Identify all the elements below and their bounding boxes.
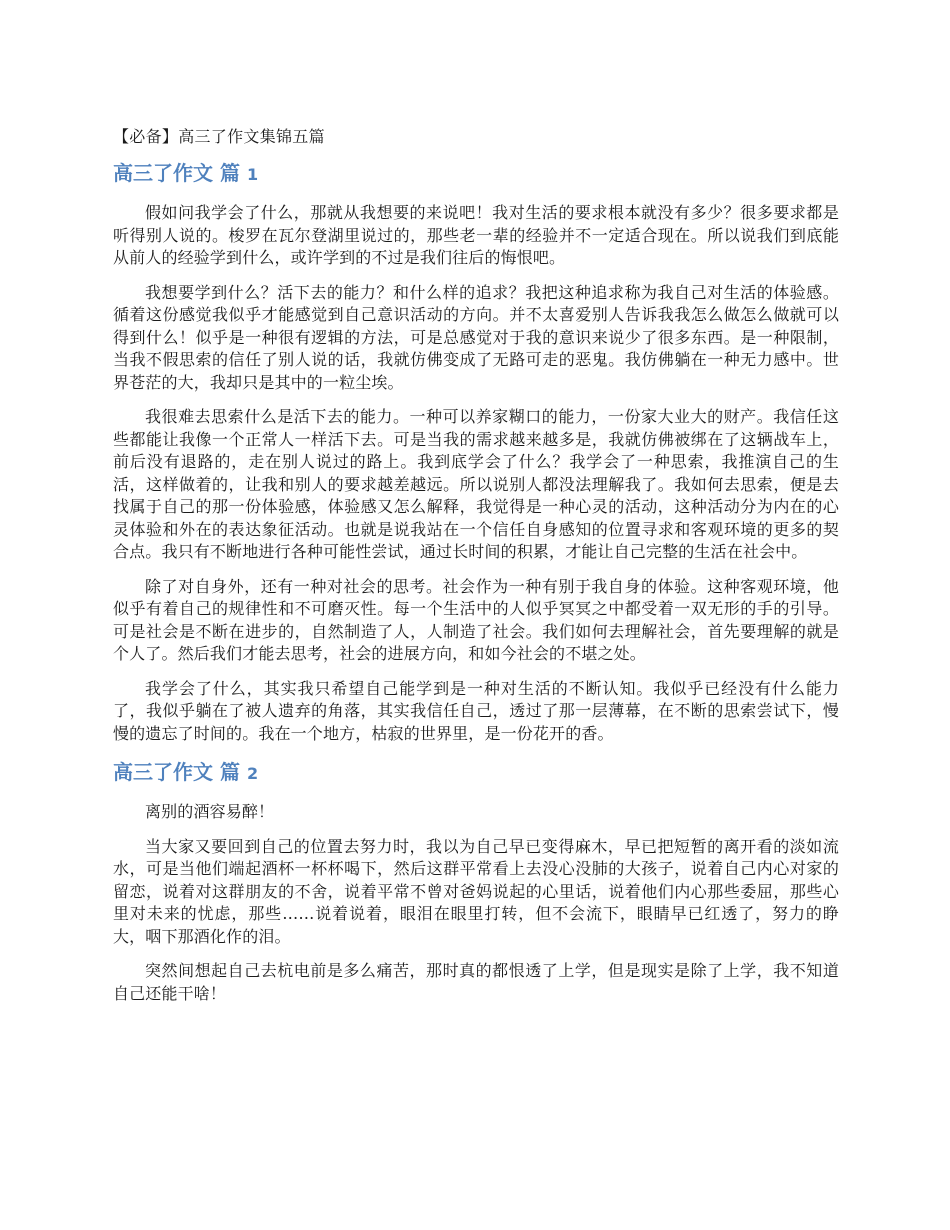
section-number: 1	[246, 165, 259, 184]
document-title: 【必备】高三了作文集锦五篇	[113, 127, 325, 146]
paragraph: 假如问我学会了什么，那就从我想要的来说吧！我对生活的要求根本就没有多少？很多要求都是听得别人说的。梭罗在瓦尔登湖里说过的，那些老一辈的经验并不一定适合现在。所以说我们到底能从前人的经验学到什么，或许学到的不过是我们往后的悔恨吧。	[113, 203, 839, 267]
essay-section-2	[113, 757, 839, 1005]
document-page	[113, 124, 839, 1017]
paragraph: 我学会了什么，其实我只希望自己能学到是一种对生活的不断认知。我似乎已经没有什么能力了，我似乎躺在了被人遗弃的角落，其实我信任自己，透过了那一层薄幕，在不断的思索尝试下，慢慢的遗忘了时间的。我在一个地方，枯寂的世界里，是一份花开的香。	[113, 678, 839, 743]
section-number: 2	[246, 764, 259, 783]
paragraph: 离别的酒容易醉！	[145, 802, 275, 821]
essay-section-1	[113, 158, 839, 745]
section-heading	[113, 158, 839, 190]
section-heading	[113, 757, 839, 789]
section-heading-text: 高三了作文 篇	[113, 760, 240, 784]
paragraph: 我很难去思索什么是活下去的能力。一种可以养家糊口的能力，一份家大业大的财产。我信任这些都能让我像一个正常人一样活下去。可是当我的需求越来越多是，我就仿佛被绑在了这辆战车上，前后没有退路的，走在别人说过的路上。我到底学会了什么？我学会了一种思索，我推演自己的生活，这样做着的，让我和别人的要求越差越远。所以说别人都没法理解我了。我如何去思索，便是去找属于自己的那一份体验感，体验感又怎么解释，我觉得是一种心灵的活动，这种活动分为内在的心灵体验和外在的表达象征活动。也就是说我站在一个信任自身感知的位置寻求和客观环境的更多的契合点。我只有不断地进行各种可能性尝试，通过长时间的积累，才能让自己完整的生活在社会中。	[113, 407, 839, 561]
paragraph: 突然间想起自己去杭电前是多么痛苦，那时真的都恨透了上学，但是现实是除了上学，我不知道自己还能干啥！	[113, 961, 839, 1003]
paragraph: 我想要学到什么？活下去的能力？和什么样的追求？我把这种追求称为我自己对生活的体验感。循着这份感觉我似乎才能感觉到自己意识活动的方向。并不太喜爱别人告诉我我怎么做怎么做就可以得到什么！似乎是一种很有逻辑的方法，可是总感觉对于我的意识来说少了很多东西。是一种限制，当我不假思索的信任了别人说的话，我就仿佛变成了无路可走的恶鬼。我仿佛躺在一种无力感中。世界苍茫的大，我却只是其中的一粒尘埃。	[113, 282, 839, 392]
paragraph: 除了对自身外，还有一种对社会的思考。社会作为一种有别于我自身的体验。这种客观环境，他似乎有着自己的规律性和不可磨灭性。每一个生活中的人似乎冥冥之中都受着一双无形的手的引导。可是社会是不断在进步的，自然制造了人，人制造了社会。我们如何去理解社会，首先要理解的就是个人了。然后我们才能去思考，社会的进展方向，和如今社会的不堪之处。	[113, 576, 839, 663]
section-heading-text: 高三了作文 篇	[113, 161, 240, 185]
paragraph: 当大家又要回到自己的位置去努力时，我以为自己早已变得麻木，早已把短暂的离开看的淡如流水，可是当他们端起酒杯一杯杯喝下，然后这群平常看上去没心没肺的大孩子，说着自己内心对家的留恋，说着对这群朋友的不舍，说着平常不曾对爸妈说起的心里话，说着他们内心那些委屈，那些心里对未来的忧虑，那些……说着说着，眼泪在眼里打转，但不会流下，眼睛早已红透了，努力的睁大，咽下那酒化作的泪。	[113, 836, 839, 946]
